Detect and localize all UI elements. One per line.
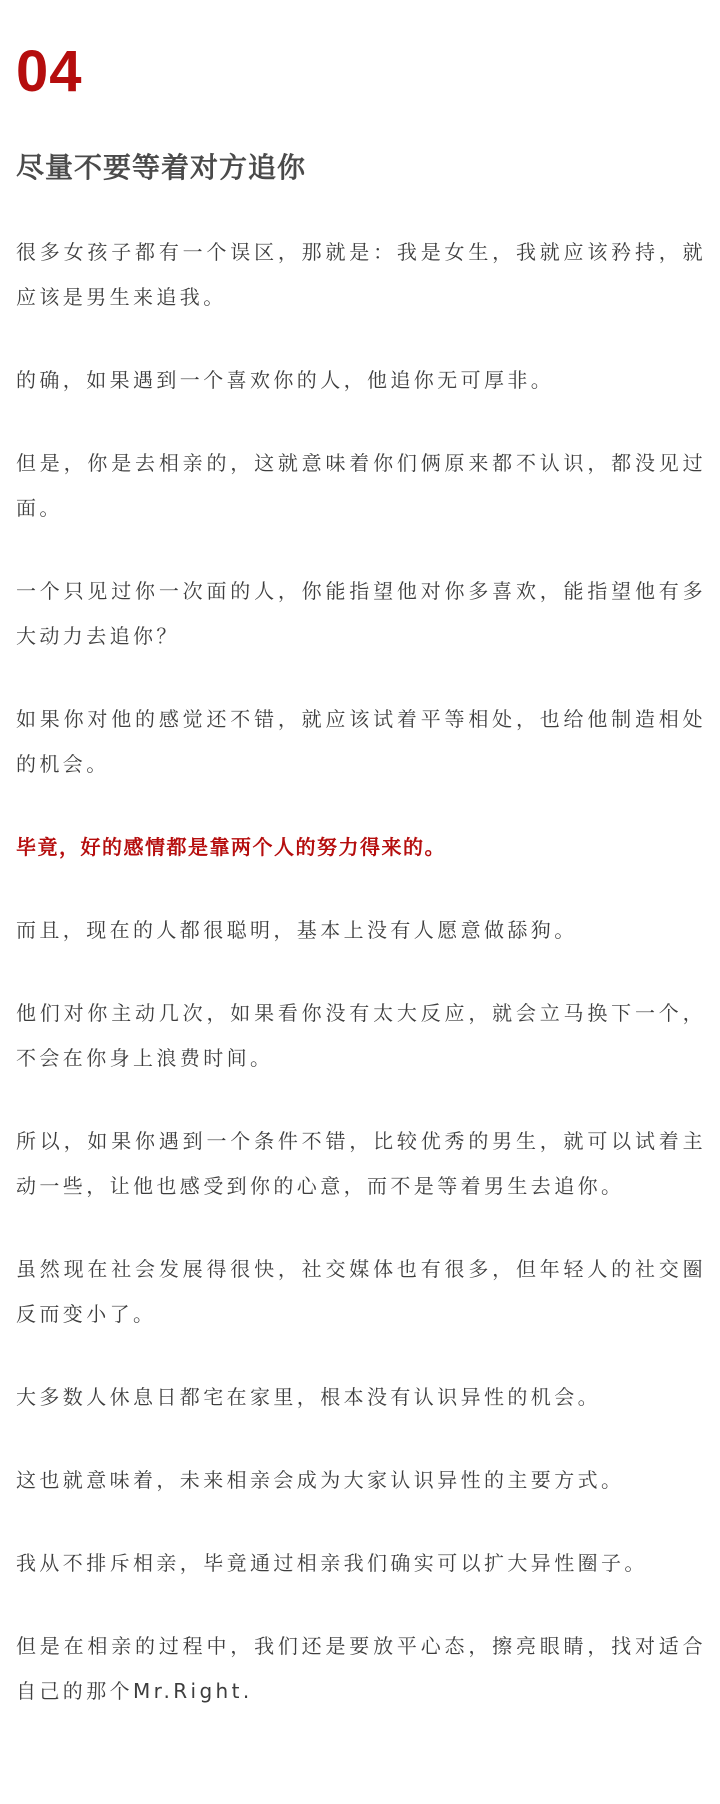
paragraph: 这也就意味着，未来相亲会成为大家认识异性的主要方式。 <box>16 1468 625 1492</box>
paragraph: 一个只见过你一次面的人，你能指望他对你多喜欢，能指望他有多大动力去追你？ <box>16 579 706 648</box>
paragraph: 很多女孩子都有一个误区，那就是：我是女生，我就应该矜持，就应该是男生来追我。 <box>16 240 706 309</box>
emphasis-paragraph: 毕竟，好的感情都是靠两个人的努力得来的。 <box>16 835 446 859</box>
article-body <box>16 230 706 1752</box>
paragraph: 但是，你是去相亲的，这就意味着你们俩原来都不认识，都没见过面。 <box>16 451 706 520</box>
paragraph: 他们对你主动几次，如果看你没有太大反应，就会立马换下一个，不会在你身上浪费时间。 <box>16 1001 706 1070</box>
paragraph: 的确，如果遇到一个喜欢你的人，他追你无可厚非。 <box>16 368 555 392</box>
section-heading: 尽量不要等着对方追你 <box>16 151 307 184</box>
paragraph: 所以，如果你遇到一个条件不错，比较优秀的男生，就可以试着主动一些，让他也感受到你的心意，而不是等着男生去追你。 <box>16 1129 706 1198</box>
paragraph: 虽然现在社会发展得很快，社交媒体也有很多，但年轻人的社交圈反而变小了。 <box>16 1257 706 1326</box>
paragraph: 我从不排斥相亲，毕竟通过相亲我们确实可以扩大异性圈子。 <box>16 1551 648 1575</box>
paragraph: 而且，现在的人都很聪明，基本上没有人愿意做舔狗。 <box>16 918 578 942</box>
paragraph: 但是在相亲的过程中，我们还是要放平心态，擦亮眼睛，找对适合自己的那个Mr.Right. <box>16 1634 706 1703</box>
section-number: 04 <box>16 39 83 104</box>
paragraph: 大多数人休息日都宅在家里，根本没有认识异性的机会。 <box>16 1385 601 1409</box>
paragraph: 如果你对他的感觉还不错，就应该试着平等相处，也给他制造相处的机会。 <box>16 707 706 776</box>
